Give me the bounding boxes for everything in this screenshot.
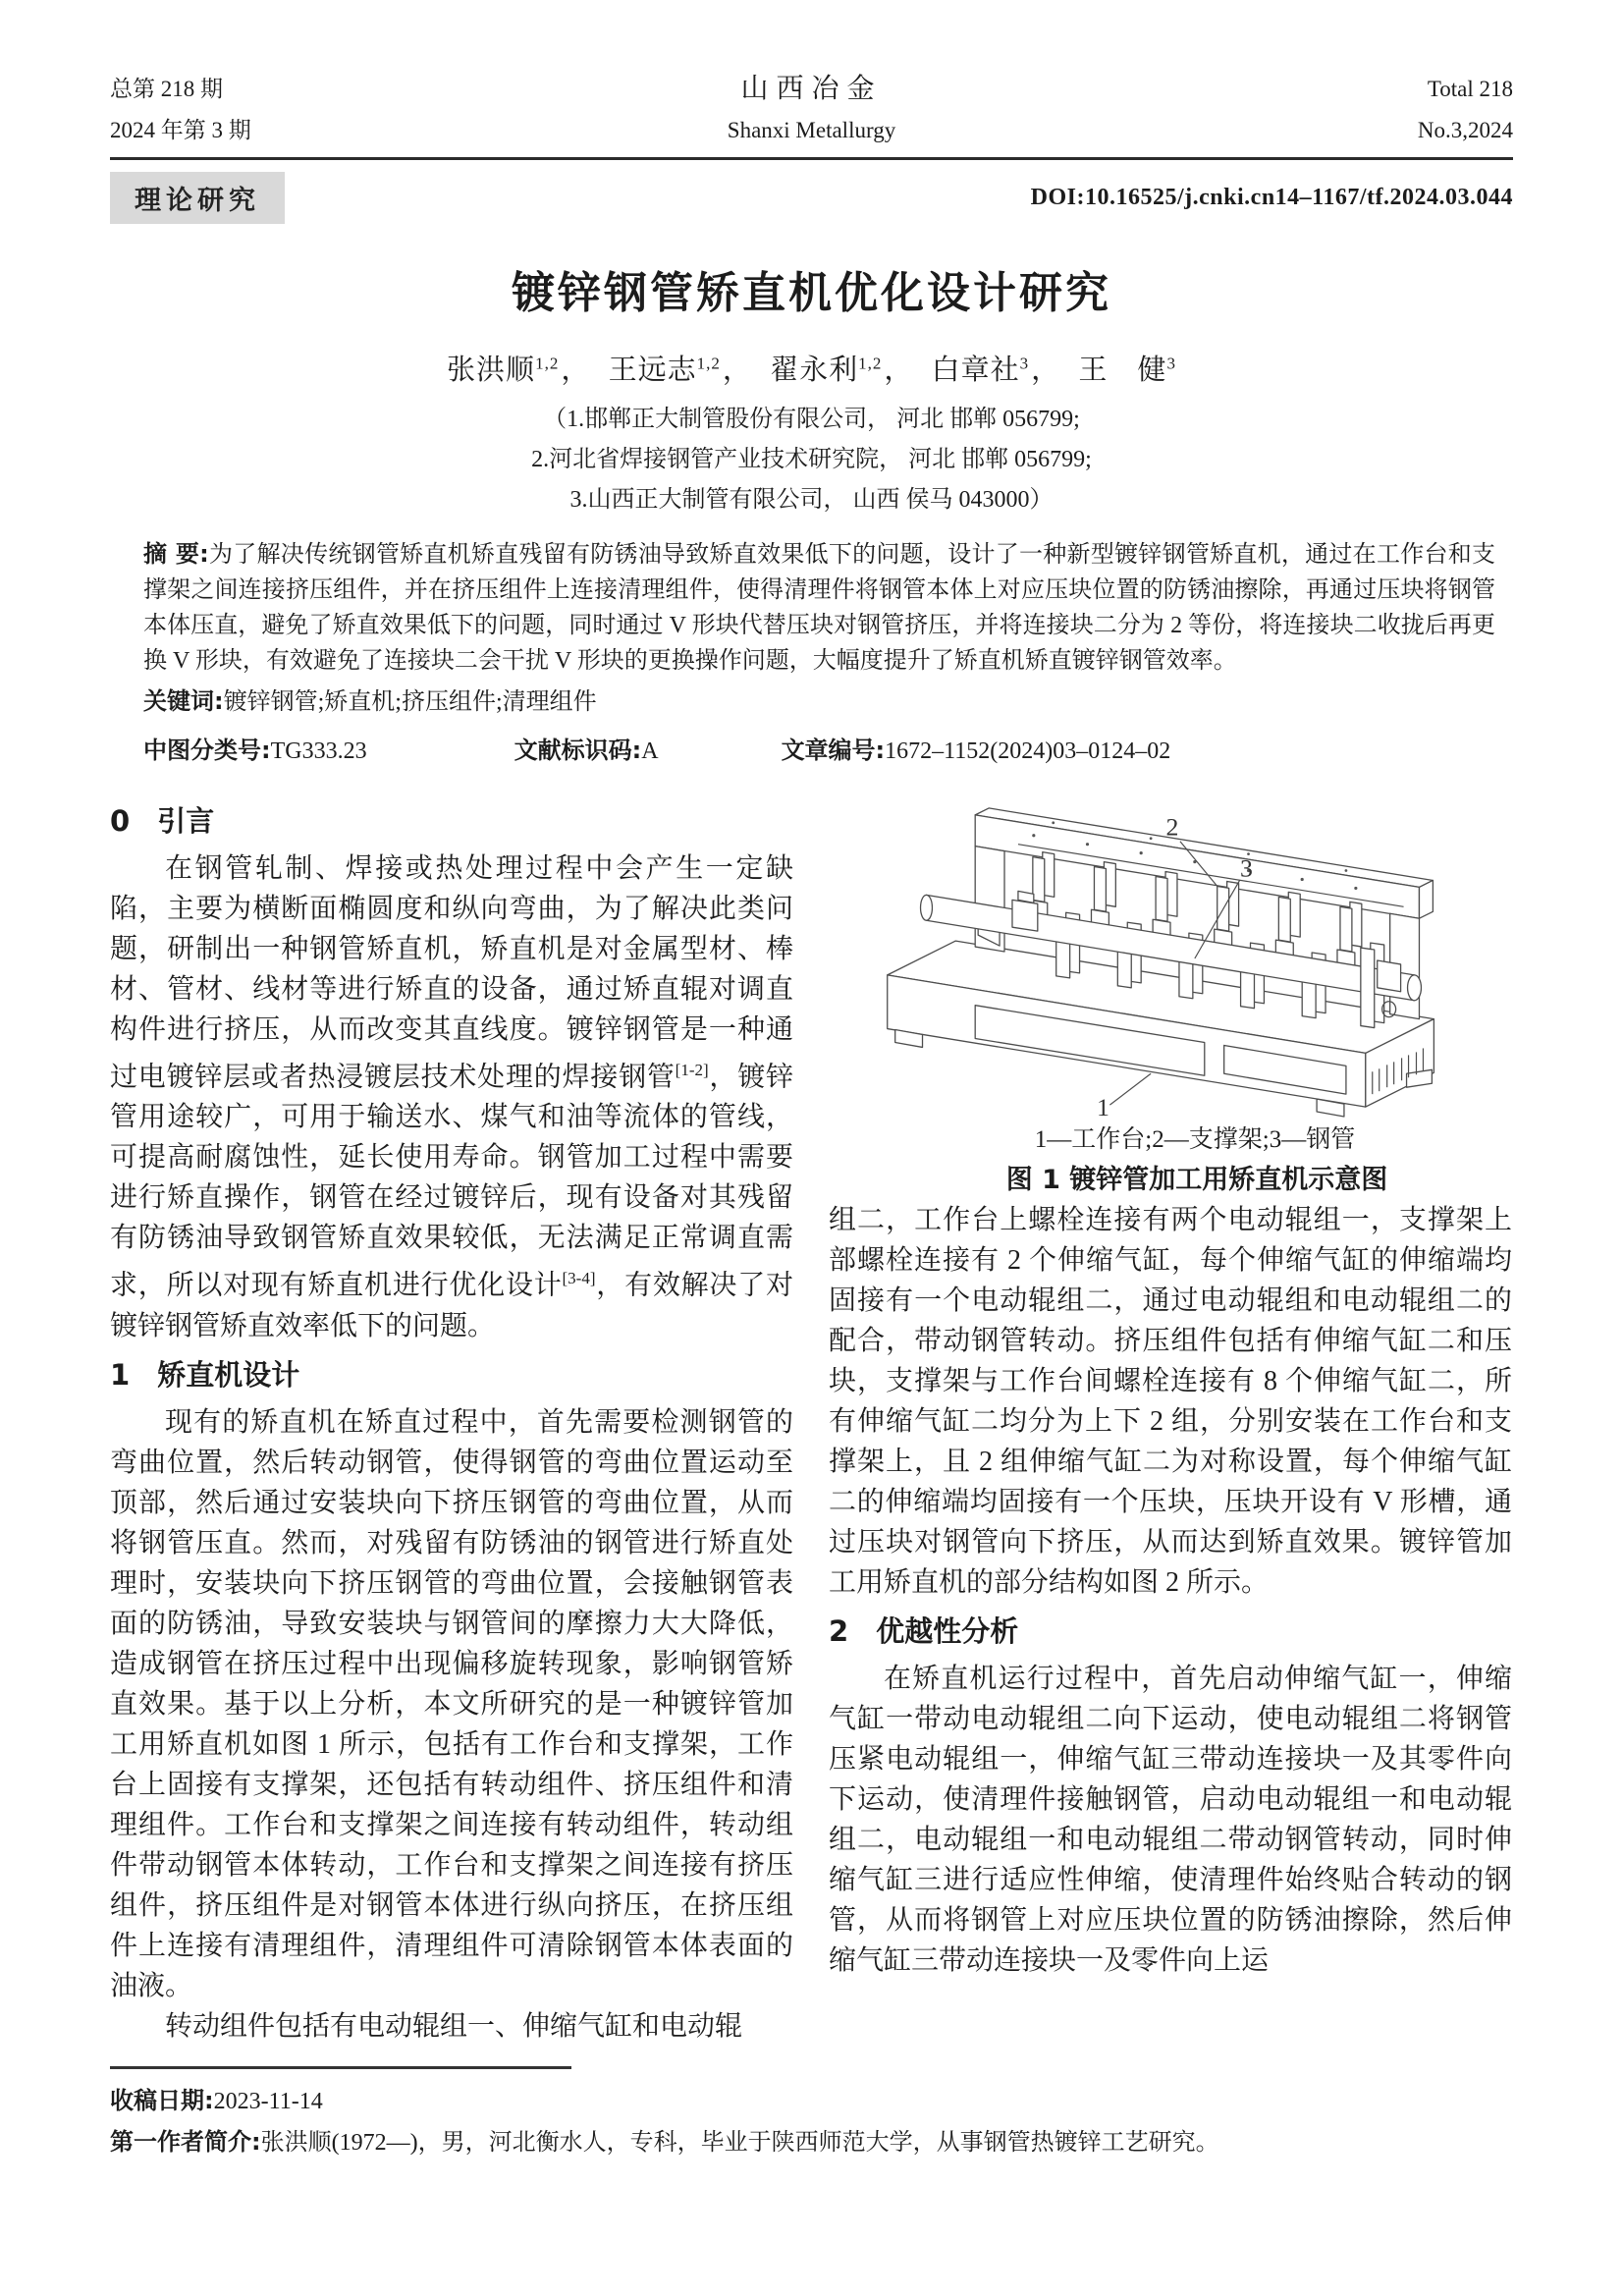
- figure-label-2: 2: [1165, 812, 1179, 842]
- column-badge: 理论研究: [110, 172, 285, 224]
- article-id: 文章编号:1672–1152(2024)03–0124–02: [781, 737, 1171, 764]
- issue-number: 2024 年第 3 期: [110, 118, 251, 142]
- section-1-paragraph-1: 现有的矫直机在矫直过程中，首先需要检测钢管的弯曲位置，然后转动钢管，使得钢管的弯曲位置运动至顶部，然后通过安装块向下挤压钢管的弯曲位置，从而将钢管压直。然而，对残留有防锈油的钢管进行矫直处理时，安装块向下挤压钢管的弯曲位置，会接触钢管表面的防锈油，导致安装块与钢管间的摩擦力大大降低，造成钢管在挤压过程中出现偏移旋转现象，影响钢管矫直效果。基于以上分析，本文所研究的是一种镀锌管加工用矫直机如图 1 所示，包括有工作台和支撑架，工作台上固接有支撑架，还包括有转动组件、挤压组件和清理组件。工作台和支撑架之间连接有转动组件，转动组件带动钢管本体转动，工作台和支撑架之间连接有挤压组件，挤压组件是对钢管本体进行纵向挤压，在挤压组件上连接有清理组件，清理组件可清除钢管本体表面的油液。: [110, 1406, 793, 2001]
- author: 翟永利$^{1,2}$: [770, 354, 883, 386]
- section-2-heading: 2 优越性分析: [829, 1614, 1019, 1648]
- section-0-heading: 0 引言: [110, 804, 215, 838]
- affiliation-1: （1.邯郸正大制管股份有限公司， 河北 邯郸 056799;: [543, 407, 1080, 432]
- abstract-label: 摘 要:: [143, 540, 209, 568]
- right-column: [829, 793, 1512, 2047]
- first-author-bio: 张洪顺(1972—)，男，河北衡水人，专科，毕业于陕西师范大学，从事钢管热镀锌工艺研究。: [260, 2129, 1219, 2156]
- left-column: [110, 793, 793, 2047]
- section-0-paragraph: 在钢管轧制、焊接或热处理过程中会产生一定缺陷，主要为横断面椭圆度和纵向弯曲，为了解决此类问题，研制出一种钢管矫直机，矫直机是对金属型材、棒材、管材、线材等进行矫直的设备，通过矫直辊对调直构件进行挤压，从而改变其直线度。镀锌钢管是一种通过电镀锌层或者热浸镀层技术处理的焊接钢管[1-2]，镀锌管用途较广，可用于输送水、煤气和油等流体的管线，可提高耐腐蚀性，延长使用寿命。钢管加工过程中需要进行矫直操作，钢管在经过镀锌后，现有设备对其残留有防锈油导致钢管矫直效果较低，无法满足正常调直需求，所以对现有矫直机进行优化设计[3-4]，有效解决了对镀锌钢管矫直效率低下的问题。: [110, 853, 793, 1341]
- affiliation-2: 2.河北省焊接钢管产业技术研究院， 河北 邯郸 056799;: [531, 447, 1092, 472]
- abstract-text: 为了解决传统钢管矫直机矫直残留有防锈油导致矫直效果低下的问题，设计了一种新型镀锌钢管矫直机，通过在工作台和支撑架之间连接挤压组件，并在挤压组件上连接清理组件，使得清理件将钢管本体上对应压块位置的防锈油擦除，再通过压块将钢管本体压直，避免了矫直效果低下的问题，同时通过 V 形块代替压块对钢管挤压，并将连接块二分为 2 等份，将连接块二收拢后再更换 V 形块，有效避免了连接块二会干扰 V 形块的更换操作问题，大幅度提升了矫直机矫直镀锌钢管效率。: [143, 542, 1496, 674]
- section-1-paragraph-2-continued: 组二，工作台上螺栓连接有两个电动辊组一，支撑架上部螺栓连接有 2 个伸缩气缸，每个伸缩气缸的伸缩端均固接有一个电动辊组二，通过电动辊组和电动辊组二的配合，带动钢管转动。挤压组件包括有伸缩气缸二和压块，支撑架与工作台间螺栓连接有 8 个伸缩气缸二，所有伸缩气缸二均分为上下 2 组，分别安装在工作台和支撑架上，且 2 组伸缩气缸二为对称设置，每个伸缩气缸二的伸缩端均固接有一个压块，压块开设有 V 形槽，通过压块对钢管向下挤压，从而达到矫直效果。镀锌管加工用矫直机的部分结构如图 2 所示。: [829, 1205, 1512, 1598]
- reference-2: [3-4]: [562, 1269, 596, 1288]
- figure-label-1: 1: [1096, 1093, 1109, 1120]
- figure-caption: 图 1 镀锌管加工用矫直机示意图: [1005, 1165, 1388, 1195]
- received-date-line: [110, 2081, 1513, 2122]
- clc-number: 中图分类号:TG333.23: [143, 737, 367, 764]
- article-title: 镀锌钢管矫直机优化设计研究: [512, 268, 1111, 318]
- straightener-machine-drawing: [829, 793, 1512, 1120]
- author-separator: ，: [884, 355, 914, 386]
- section-2-paragraph: 在矫直机运行过程中，首先启动伸缩气缸一，伸缩气缸一带动电动辊组二向下运动，使电动辊组二将钢管压紧电动辊组一，伸缩气缸三带动连接块一及其零件向下运动，使清理件接触钢管，启动电动辊组一和电动辊组二，电动辊组一和电动辊组二带动钢管转动，同时伸缩气缸三进行适应性伸缩，使清理件始终贴合转动的钢管，从而将钢管上对应压块位置的防锈油擦除，然后伸缩气缸三带动连接块一及零件向上运: [829, 1664, 1512, 1976]
- journal-header: [110, 69, 1513, 151]
- author-separator: ，: [561, 355, 591, 386]
- author: 王 健$^3$: [1078, 354, 1176, 386]
- authors-line: [110, 348, 1513, 388]
- badge-row: [110, 172, 1513, 224]
- received-date: 2023-11-14: [213, 2088, 323, 2114]
- issue-info: [110, 69, 365, 151]
- keywords-text: 镀锌钢管;矫直机;挤压组件;清理组件: [223, 689, 597, 715]
- figure-label-3: 3: [1240, 853, 1253, 883]
- abstract: [143, 536, 1495, 679]
- document-code: 文献标识码:A: [514, 737, 659, 764]
- section-1-paragraph-2: 转动组件包括有电动辊组一、伸缩气缸和电动辊: [165, 2010, 743, 2042]
- doi: DOI:10.16525/j.cnki.cn14–1167/tf.2024.03.044: [1030, 185, 1513, 210]
- issue-number-en: No.3,2024: [1417, 118, 1513, 142]
- first-author-bio-label: 第一作者简介:: [110, 2127, 261, 2156]
- author: 张洪顺$^{1,2}$: [447, 354, 560, 386]
- author: 白章社$^3$: [931, 354, 1030, 386]
- issue-total-en: Total 218: [1427, 77, 1513, 101]
- keywords: [143, 683, 1495, 721]
- section-1-heading: 1 矫直机设计: [110, 1357, 300, 1392]
- reference-1: [1-2]: [675, 1061, 709, 1079]
- footnote: [110, 2066, 1513, 2163]
- header-rule: [110, 157, 1513, 160]
- journal-name-en: Shanxi Metallurgy: [727, 118, 896, 142]
- author-separator: ，: [1031, 355, 1061, 386]
- issue-info-en: [1258, 69, 1513, 151]
- first-author-bio-line: [110, 2122, 1513, 2163]
- affiliations: [110, 400, 1513, 520]
- affiliation-3: 3.山西正大制管有限公司， 山西 侯马 043000）: [569, 487, 1054, 513]
- journal-name-block: [365, 69, 1258, 151]
- figure-1: [829, 793, 1512, 1200]
- footnote-rule: [110, 2066, 571, 2069]
- figure-legend: 1—工作台;2—支撑架;3—钢管: [1034, 1126, 1356, 1153]
- issue-total: 总第 218 期: [110, 77, 223, 101]
- meta-row: [143, 731, 1495, 771]
- author-separator: ，: [722, 355, 752, 386]
- journal-name-cn: 山西冶金: [740, 74, 883, 104]
- received-date-label: 收稿日期:: [110, 2086, 214, 2114]
- keywords-label: 关键词:: [143, 687, 224, 715]
- body-columns: [110, 793, 1513, 2047]
- author: 王远志$^{1,2}$: [608, 354, 721, 386]
